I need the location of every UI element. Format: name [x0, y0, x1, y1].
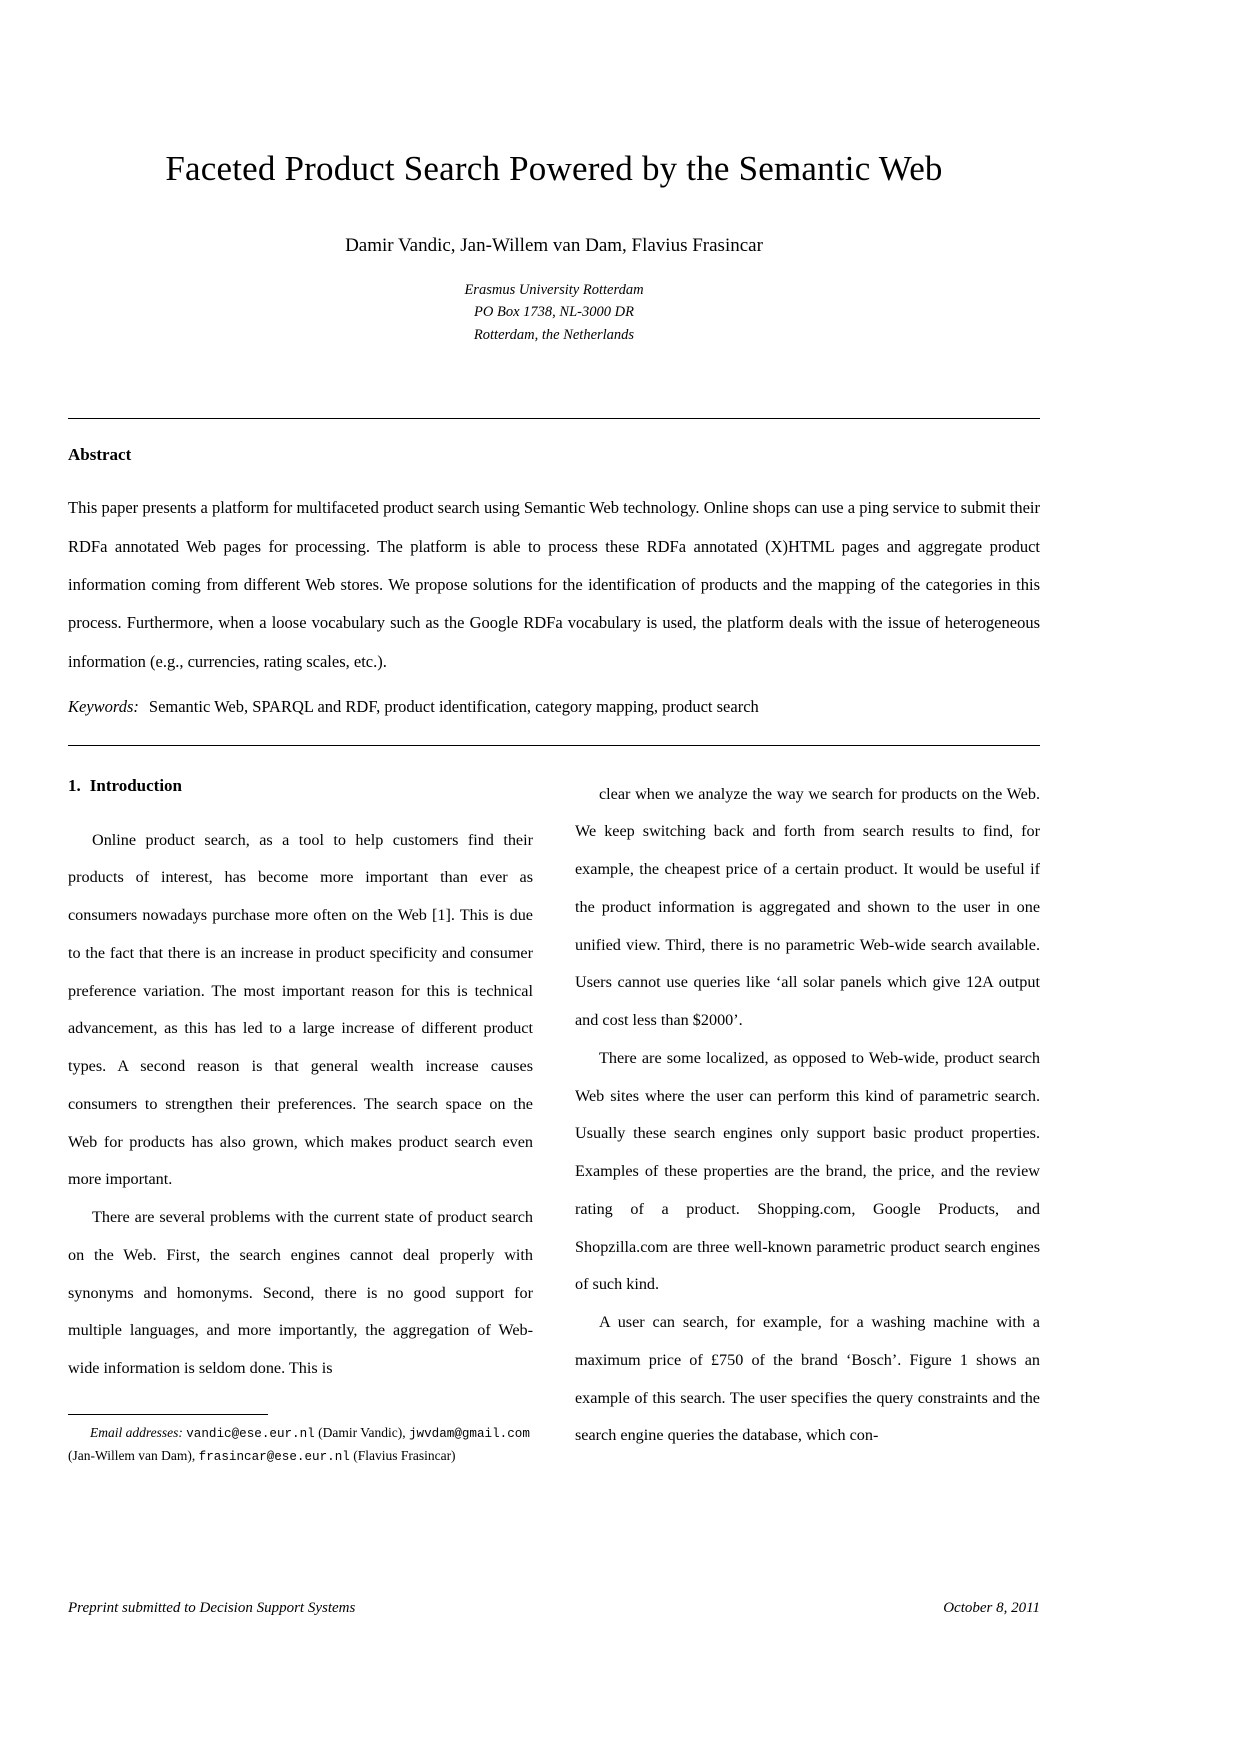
paragraph: There are some localized, as opposed to Web-wide, product search Web sites where the user can perform this kind of parametric search. Usually these search engines only support basic product properties. Examples of these properties are the brand, the price, and the review rating of a product. Shopping.com, Google Products, and Shopzilla.com are three well-known parametric product search engines of such kind.: [575, 1048, 1040, 1294]
abstract-section: [68, 445, 1040, 723]
abstract-body: This paper presents a platform for multifaceted product search using Semantic Web technology. Online shops can use a ping service to submit their RDFa annotated Web pages for processing. The platform is able to process these RDFa annotated (X)HTML pages and aggregate product information coming from different Web stores. We propose solutions for the identification of products and the mapping of the categories in this process. Furthermore, when a loose vocabulary such as the Google RDFa vocabulary is used, the platform deals with the issue of heterogeneous information (e.g., currencies, rating scales, etc.).: [68, 498, 1040, 671]
affiliation-line-1: Erasmus University Rotterdam: [464, 281, 644, 298]
author-list: Damir Vandic, Jan-Willem van Dam, Flavius Frasincar: [345, 235, 763, 256]
paragraph: A user can search, for example, for a washing machine with a maximum price of £750 of the brand ‘Bosch’. Figure 1 shows an example of this search. The user specifies the query constraints and the search engine queries the database, which con-: [575, 1313, 1040, 1445]
paragraph: There are several problems with the current state of product search on the Web. First, the search engines cannot deal properly with synonyms and homonyms. Second, there is no good support for multiple languages, and more importantly, the aggregation of Web-wide information is seldom done. This is: [68, 1208, 533, 1378]
page-title: Faceted Product Search Powered by the Semantic Web: [165, 149, 943, 188]
section-heading-introduction: [68, 776, 533, 796]
paragraph: clear when we analyze the way we search for products on the Web. We keep switching back and forth from search results to find, for example, the cheapest price of a certain product. It would be useful if the product information is aggregated and shown to the user in one unified view. Third, there is no parametric Web-wide search available. Users cannot use queries like ‘all solar panels which give 12A output and cost less than $2000’.: [575, 784, 1040, 1030]
keywords-label: Keywords:: [68, 697, 139, 717]
abstract-top-rule: [68, 418, 1040, 419]
affiliation-block: [68, 279, 1040, 346]
affiliation-line-3: Rotterdam, the Netherlands: [473, 326, 635, 343]
abstract-heading: Abstract: [68, 445, 132, 465]
footer-right: October 8, 2011: [943, 1600, 1040, 1616]
email-owner-2: (Jan-Willem van Dam),: [68, 1447, 196, 1463]
footer-left: Preprint submitted to Decision Support Systems: [68, 1600, 356, 1616]
left-column: [68, 776, 533, 1468]
keywords-values: Semantic Web, SPARQL and RDF, product identification, category mapping, product search: [148, 697, 759, 717]
section-title: Introduction: [89, 775, 183, 795]
email-owner-3: (Flavius Frasincar): [353, 1447, 456, 1463]
page-content: [68, 0, 1040, 1468]
footnote-block: [68, 1414, 533, 1468]
email-address-2[interactable]: jwvdam@gmail.com: [408, 1426, 530, 1441]
footnote-label: Email addresses:: [90, 1424, 183, 1440]
affiliation-line-2: PO Box 1738, NL-3000 DR: [474, 304, 634, 321]
footnote-text: [68, 1422, 533, 1468]
abstract-bottom-rule: [68, 745, 1040, 746]
section-number: 1.: [68, 775, 81, 795]
email-address-1[interactable]: vandic@ese.eur.nl: [186, 1426, 315, 1441]
paragraph: Online product search, as a tool to help customers find their products of interest, has become more important than ever as consumers nowadays purchase more often on the Web [1]. This is due to the fact that there is an increase in product specificity and consumer preference variation. The most important reason for this is technical advancement, as this has led to a large increase of different product types. A second reason is that general wealth increase causes consumers to strengthen their preferences. The search space on the Web for products has also grown, which makes product search even more important.: [68, 830, 533, 1189]
keywords-line: [68, 691, 1040, 722]
footnote-rule: [68, 1414, 268, 1415]
page-footer: [68, 1600, 1040, 1617]
email-address-3[interactable]: frasincar@ese.eur.nl: [198, 1449, 350, 1464]
right-column: [575, 776, 1040, 1456]
email-owner-1: (Damir Vandic),: [318, 1424, 406, 1440]
title-block: [68, 0, 1040, 346]
body-columns: [68, 776, 1040, 1468]
